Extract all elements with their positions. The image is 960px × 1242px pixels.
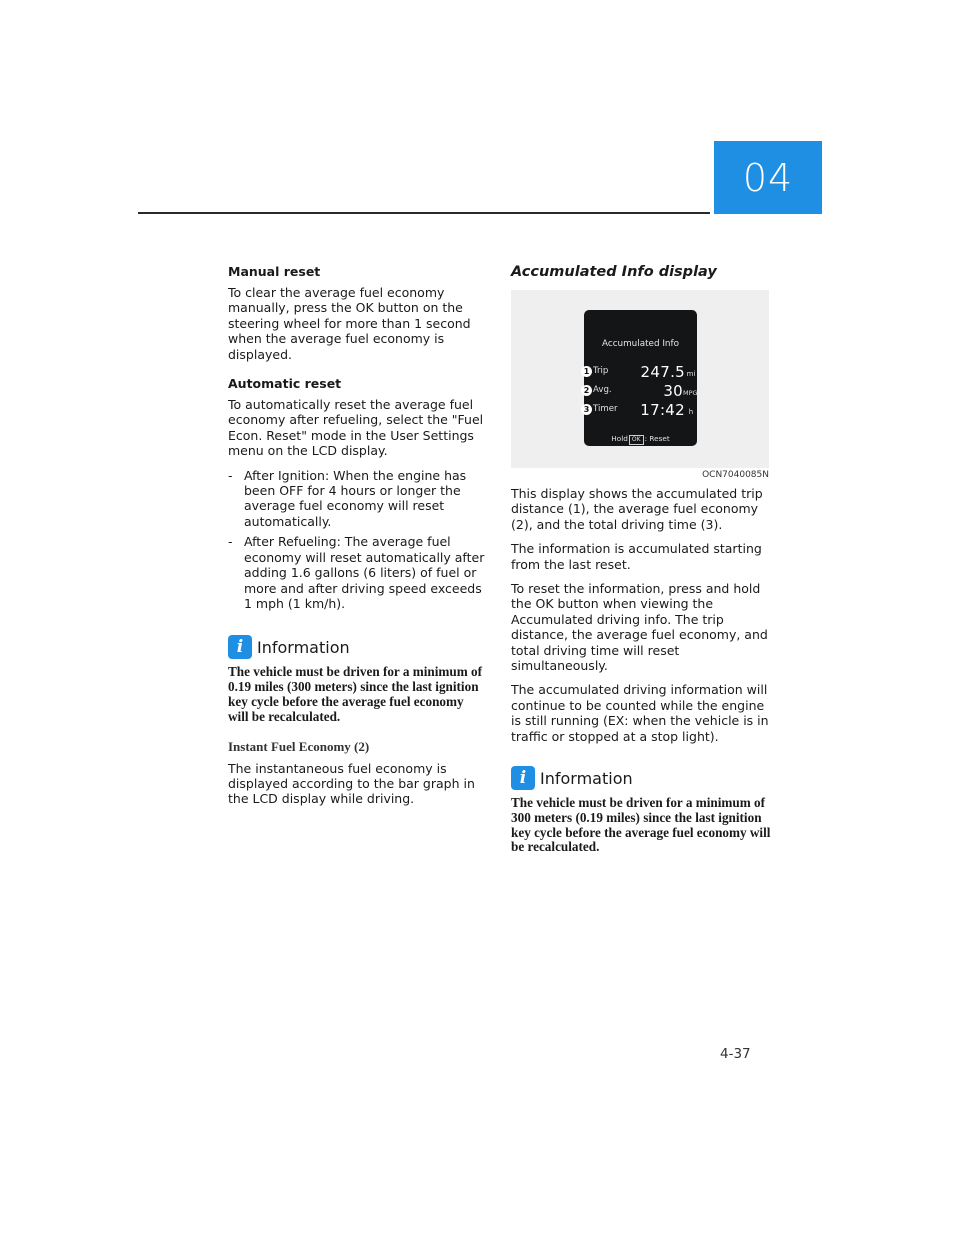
callout-number: 3 [581,404,592,415]
info-icon: i [511,766,535,790]
bullet-text: After Ignition: When the engine has been OFF for 4 hours or longer the average fuel economy will reset automatically. [244,467,467,529]
chapter-tab: 04 [714,141,822,214]
list-item [228,468,486,530]
paragraph: The accumulated driving information will continue to be counted while the engine is still running (EX: when the vehicle is in traffic or stopped at a stop light). [511,682,769,744]
info-header [511,766,771,790]
figure-code: OCN7040085N [702,470,769,480]
lcd-row-avg [584,382,697,400]
reset-hold-label: Hold [611,434,628,443]
right-column [511,264,771,867]
paragraph: This display shows the accumulated trip distance (1), the average fuel economy (2), and the total driving time (3). [511,486,763,532]
lcd-display [584,310,697,446]
list-item [228,534,486,611]
ok-button-glyph: OK [629,435,644,445]
info-title: Information [257,637,350,657]
info-header [228,635,486,659]
reset-suffix: : Reset [644,434,670,443]
header-rule [138,212,710,214]
left-column [228,264,486,816]
callout-number: 1 [581,366,592,377]
lcd-unit: MPG [683,389,698,397]
bullet-dash: - [228,534,233,550]
bullet-dash: - [228,467,233,483]
lcd-unit: mi [686,370,696,378]
paragraph: The information is accumulated starting from the last reset. [511,541,762,572]
info-title: Information [540,768,633,788]
lcd-value: 247.5 [640,363,685,381]
lcd-label: Avg. [593,385,612,395]
lcd-row-trip [584,363,697,381]
manual-reset-heading: Manual reset [228,264,321,279]
lcd-label: Timer [593,404,618,414]
section-title: Accumulated Info display [511,264,717,280]
lcd-value: 17:42 [640,401,685,419]
lcd-row-timer [584,401,697,419]
info-note: The vehicle must be driven for a minimum of 0.19 miles (300 meters) since the last ignition key cycle before the average fuel economy will be recalculated. [228,664,482,724]
instant-fuel-text: The instantaneous fuel economy is displayed according to the bar graph in the LCD display while driving. [228,760,475,807]
automatic-reset-heading: Automatic reset [228,376,342,392]
info-note: The vehicle must be driven for a minimum of 300 meters (0.19 miles) since the last ignition key cycle before the average fuel economy will be recalculated. [511,795,771,855]
lcd-unit: h [688,408,694,416]
lcd-label: Trip [593,366,609,376]
automatic-reset-bullets [228,468,486,612]
paragraph: To reset the information, press and hold the OK button when viewing the Accumulated driving info. The trip distance, the average fuel economy, and total driving time will reset simultaneously. [511,581,768,674]
info-icon: i [228,635,252,659]
lcd-figure [511,290,769,468]
lcd-title: Accumulated Info [602,339,679,349]
lcd-reset-hint [584,434,697,445]
automatic-reset-text: To automatically reset the average fuel economy after refueling, select the "Fuel Econ. Reset" mode in the User Settings menu on the LCD display. [228,397,484,459]
page-number: 4-37 [720,1046,751,1062]
manual-reset-text: To clear the average fuel economy manually, press the OK button on the steering wheel for more than 1 second when the average fuel economy is displayed. [228,285,471,362]
bullet-text: After Refueling: The average fuel economy will reset automatically after adding 1.6 gallons (6 liters) of fuel or more and after driving speed exceeds 1 mph (1 km/h). [244,534,485,611]
instant-fuel-heading: Instant Fuel Economy (2) [228,738,370,754]
lcd-value: 30 [663,382,683,400]
callout-number: 2 [581,385,592,396]
